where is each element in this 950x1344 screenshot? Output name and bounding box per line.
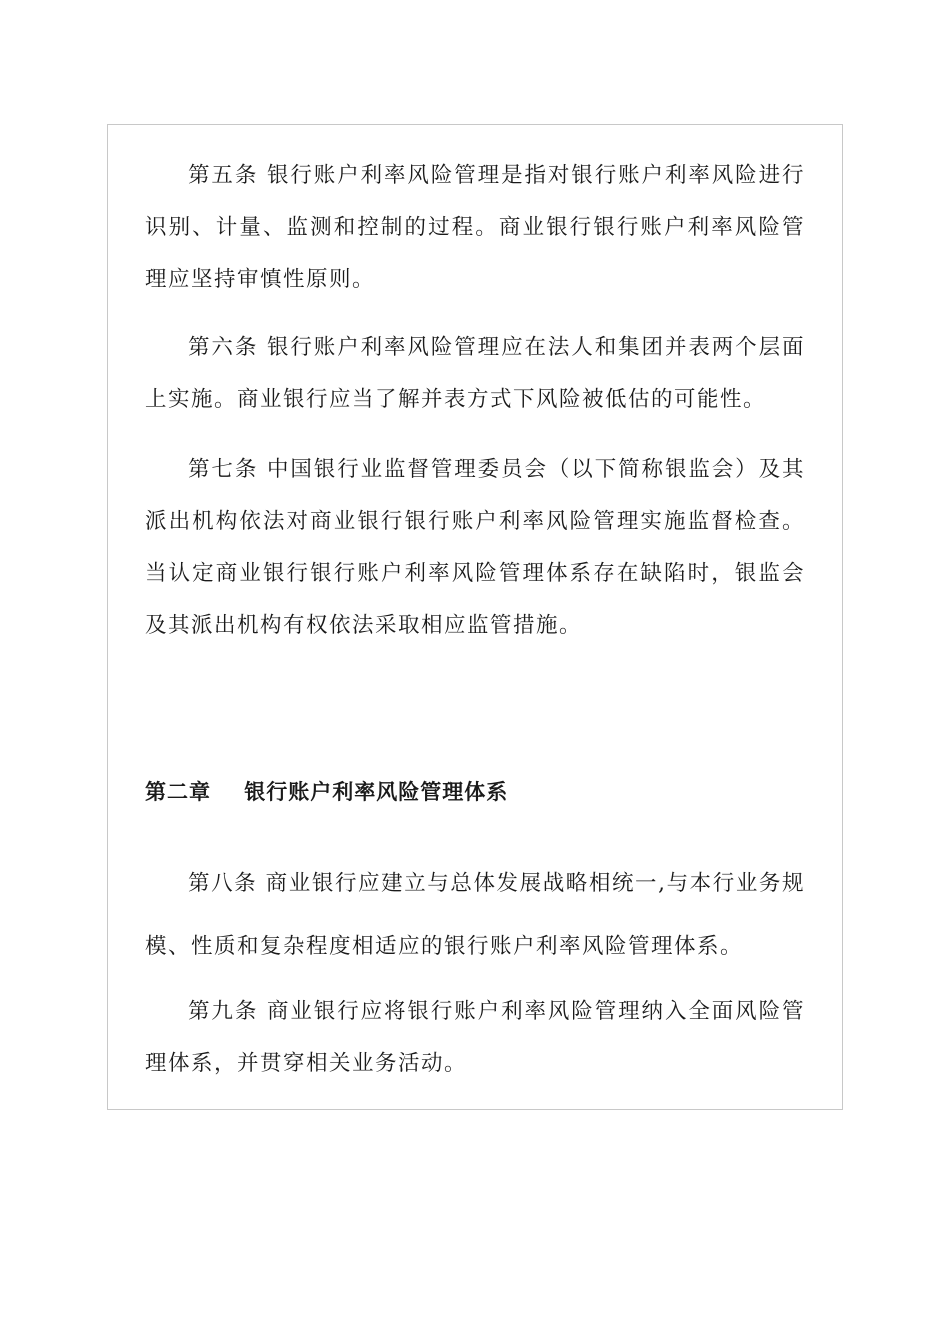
article-5: 第五条 银行账户利率风险管理是指对银行账户利率风险进行识别、计量、监测和控制的过程。商业银行银行账户利率风险管理应坚持审慎性原则。 <box>145 163 805 292</box>
chapter-heading <box>145 772 508 812</box>
article-6: 第六条 银行账户利率风险管理应在法人和集团并表两个层面上实施。商业银行应当了解并表方式下风险被低估的可能性。 <box>145 335 805 412</box>
article-7: 第七条 中国银行业监督管理委员会（以下简称银监会）及其派出机构依法对商业银行银行账户利率风险管理实施监督检查。当认定商业银行银行账户利率风险管理体系存在缺陷时，银监会及其派出机构有权依法采取相应监管措施。 <box>145 457 805 638</box>
article-9: 第九条 商业银行应将银行账户利率风险管理纳入全面风险管理体系，并贯穿相关业务活动。 <box>145 999 805 1076</box>
article-8: 第八条 商业银行应建立与总体发展战略相统一,与本行业务规模、性质和复杂程度相适应的银行账户利率风险管理体系。 <box>145 871 805 959</box>
chapter-title: 银行账户利率风险管理体系 <box>244 780 509 804</box>
chapter-number: 第二章 <box>145 780 211 804</box>
